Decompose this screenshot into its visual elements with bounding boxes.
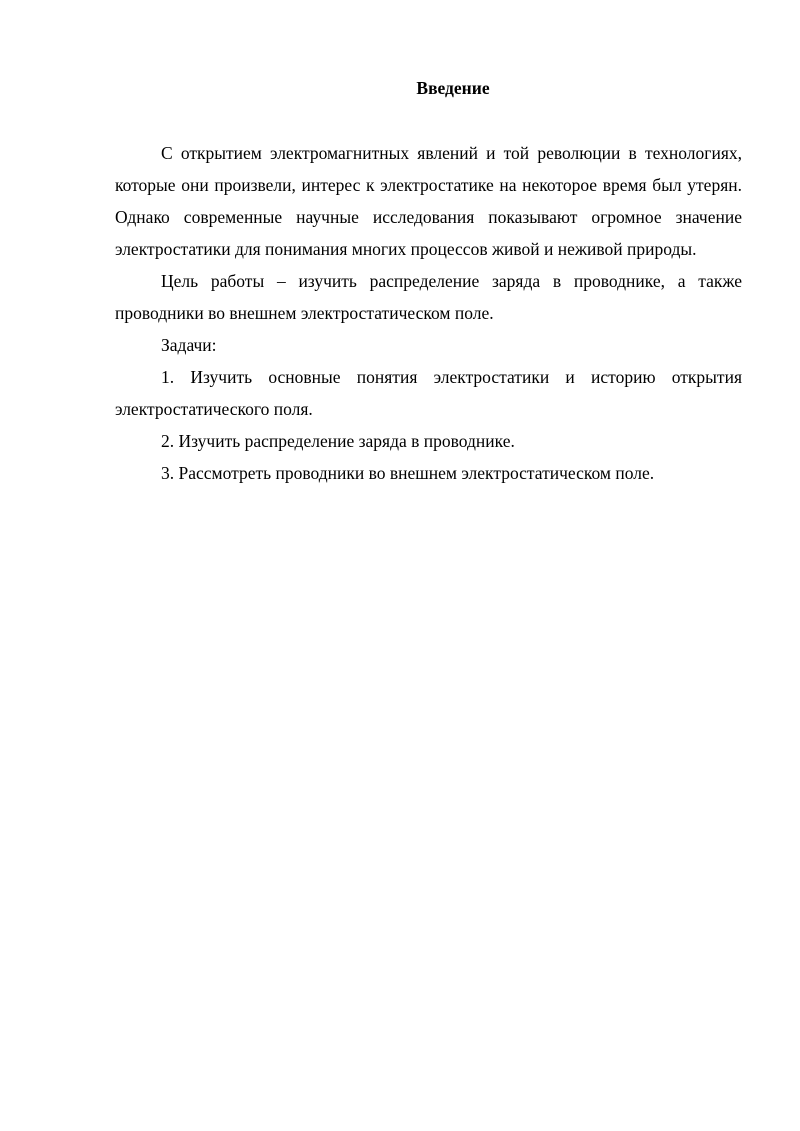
paragraph-tasks-heading: Задачи: — [161, 335, 217, 355]
paragraph-goal: Цель работы – изучить распределение заряда в проводнике, а также проводники во внешнем электростатическом поле. — [115, 271, 742, 323]
page-title: Введение — [416, 78, 490, 98]
list-item-task-3: 3. Рассмотреть проводники во внешнем электростатическом поле. — [161, 463, 655, 483]
list-item-task-2: 2. Изучить распределение заряда в проводнике. — [161, 431, 515, 451]
paragraph-intro: С открытием электромагнитных явлений и той революции в технологиях, которые они произвели, интерес к электростатике на некоторое время был утерян. Однако современные научные исследования показывают огромное значение электростатики для понимания многих процессов живой и неживой природы. — [115, 143, 742, 259]
document-body — [115, 137, 742, 489]
list-item-task-1: 1. Изучить основные понятия электростатики и историю открытия электростатического поля. — [115, 367, 742, 419]
